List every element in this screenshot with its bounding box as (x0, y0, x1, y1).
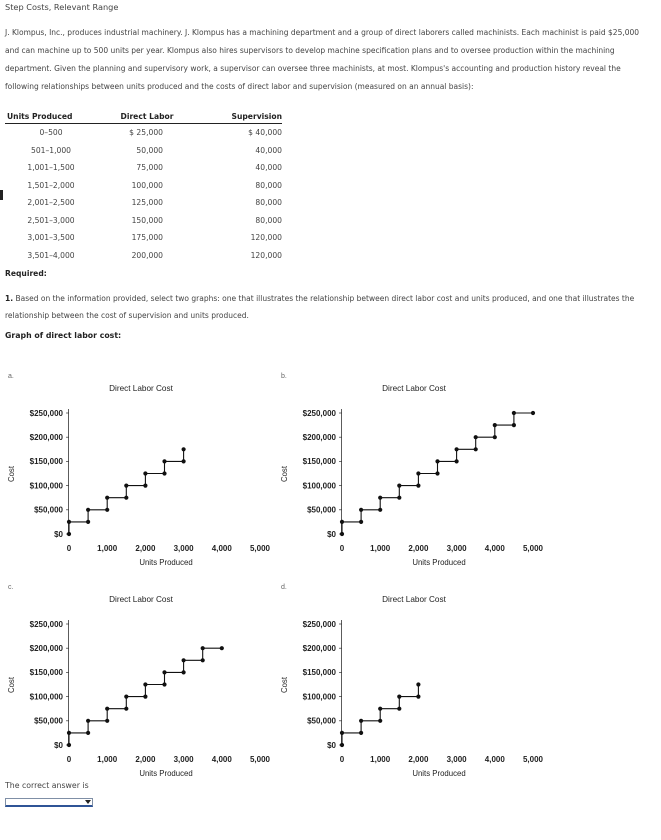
step-start-point (182, 658, 186, 662)
step-start-point (86, 508, 90, 512)
x-axis-title: Units Produced (139, 558, 193, 567)
step-start-point (359, 508, 363, 512)
supervision-cell (197, 177, 282, 195)
direct-labor-cell (97, 194, 197, 212)
step-start-point (201, 646, 205, 650)
x-tick-label: 1,000 (370, 755, 391, 764)
supervision-cell-value: 80,000 (255, 180, 282, 190)
x-tick-label: 4,000 (484, 544, 505, 553)
chart-options (0, 360, 661, 780)
units-cell (5, 229, 97, 247)
x-tick-label: 3,000 (446, 755, 467, 764)
direct-labor-cell (97, 159, 197, 177)
x-tick-label: 5,000 (522, 755, 544, 764)
supervision-cell (197, 229, 282, 247)
step-start-point (397, 695, 401, 699)
supervision-cell-value: 80,000 (255, 215, 282, 225)
units-cell (5, 194, 97, 212)
y-tick-label: $200,000 (29, 644, 63, 653)
table-row (5, 159, 282, 177)
y-tick-label: $50,000 (34, 716, 63, 726)
x-tick-label: 4,000 (211, 544, 232, 553)
y-tick-label: $0 (54, 529, 63, 539)
x-axis-title: Units Produced (139, 769, 193, 778)
units-cell-value: 2,001–2,500 (27, 198, 75, 208)
question-1 (5, 290, 645, 324)
answer-select[interactable] (5, 798, 93, 807)
chart-title: Direct Labor Cost (382, 384, 446, 393)
y-axis-title: Cost (7, 465, 16, 483)
chart-option-c (7, 584, 271, 778)
x-tick-label: 2,000 (408, 544, 429, 553)
y-tick-label: $100,000 (302, 481, 336, 491)
y-tick-label: $0 (54, 740, 63, 750)
direct-labor-cell (97, 247, 197, 265)
direct-labor-cell (97, 177, 197, 195)
y-tick-label: $250,000 (302, 619, 336, 629)
chart-option-a (7, 373, 271, 567)
y-tick-label: $150,000 (29, 668, 63, 678)
answer-label: The correct answer is (5, 781, 89, 790)
x-tick-label: 0 (339, 755, 345, 764)
step-start-point (493, 423, 497, 427)
table-row (5, 194, 282, 212)
supervision-cell (197, 247, 282, 265)
step-start-point (378, 496, 382, 500)
supervision-cell (197, 159, 282, 177)
units-cell-value: 1,001–1,500 (27, 163, 75, 173)
direct-labor-cell-value: 150,000 (131, 215, 163, 225)
y-axis-title: Cost (7, 676, 16, 694)
units-cell-value: 501–1,000 (30, 145, 72, 155)
supervision-cell (197, 142, 282, 160)
y-tick-label: $50,000 (34, 505, 63, 515)
x-tick-label: 0 (66, 755, 72, 764)
chart-title: Direct Labor Cost (109, 595, 173, 604)
x-tick-label: 2,000 (408, 755, 429, 764)
step-start-point (182, 447, 186, 451)
units-cell (5, 247, 97, 265)
step-start-point (162, 459, 166, 463)
step-start-point (162, 670, 166, 674)
table-row (5, 212, 282, 230)
x-tick-label: 2,000 (135, 544, 156, 553)
option-label: d. (281, 584, 287, 591)
question-text: Based on the information provided, select two graphs: one that illustrates the relationship between direct labor cost and units produced, and one that illustrates the relationship between the cost of supervision and units produced. (5, 294, 635, 320)
edge-marker (0, 190, 3, 200)
x-tick-label: 1,000 (97, 544, 118, 553)
step-start-point (359, 719, 363, 723)
cost-table (5, 109, 282, 264)
y-tick-label: $150,000 (29, 457, 63, 467)
chart-option-d (280, 584, 544, 778)
direct-labor-cell-value: 200,000 (131, 250, 163, 260)
units-cell-value: 1,501–2,000 (27, 180, 75, 190)
units-cell-value: 3,501–4,000 (27, 250, 75, 260)
x-tick-label: 2,000 (135, 755, 156, 764)
step-end-point (531, 411, 535, 415)
x-tick-label: 5,000 (249, 755, 271, 764)
x-tick-label: 3,000 (446, 544, 467, 553)
direct-labor-cell-value: $ 25,000 (129, 128, 163, 138)
x-tick-label: 1,000 (97, 755, 118, 764)
x-tick-label: 0 (339, 544, 345, 553)
page-title: Step Costs, Relevant Range (5, 2, 119, 12)
x-tick-label: 3,000 (173, 755, 194, 764)
x-tick-label: 5,000 (522, 544, 544, 553)
y-tick-label: $200,000 (29, 433, 63, 442)
step-start-point (105, 496, 109, 500)
y-tick-label: $0 (327, 529, 336, 539)
x-axis-title: Units Produced (412, 558, 466, 567)
step-start-point (143, 682, 147, 686)
question-number: 1. (5, 294, 14, 303)
supervision-cell (197, 212, 282, 230)
x-tick-label: 5,000 (249, 544, 271, 553)
y-tick-label: $50,000 (307, 716, 336, 726)
required-label: Required: (5, 269, 47, 278)
option-label: a. (8, 373, 14, 380)
supervision-cell-value: 120,000 (250, 250, 282, 260)
table-row (5, 247, 282, 265)
x-tick-label: 4,000 (484, 755, 505, 764)
step-end-point (220, 646, 224, 650)
header-supervision: Supervision (197, 109, 282, 124)
y-tick-label: $150,000 (302, 668, 336, 678)
supervision-cell-value: 40,000 (255, 163, 282, 173)
direct-labor-cell (97, 142, 197, 160)
supervision-cell-value: $ 40,000 (248, 128, 282, 138)
step-start-point (124, 484, 128, 488)
option-label: b. (281, 373, 287, 380)
direct-labor-cell-value: 125,000 (131, 198, 163, 208)
units-cell (5, 124, 97, 142)
step-start-point (474, 435, 478, 439)
step-start-point (512, 411, 516, 415)
direct-labor-cell (97, 229, 197, 247)
supervision-cell (197, 194, 282, 212)
table-row (5, 177, 282, 195)
x-tick-label: 1,000 (370, 544, 391, 553)
units-cell-value: 3,001–3,500 (27, 233, 75, 243)
y-tick-label: $250,000 (29, 619, 63, 629)
supervision-cell (197, 124, 282, 142)
y-tick-label: $200,000 (302, 644, 336, 653)
table-row (5, 124, 282, 142)
step-start-point (124, 695, 128, 699)
units-cell (5, 212, 97, 230)
chevron-down-icon (85, 800, 91, 804)
header-units: Units Produced (5, 109, 97, 124)
direct-labor-cell-value: 175,000 (131, 233, 163, 243)
table-row (5, 229, 282, 247)
graph-heading: Graph of direct labor cost: (5, 331, 122, 340)
y-tick-label: $250,000 (29, 408, 63, 418)
chart-title: Direct Labor Cost (382, 595, 446, 604)
step-start-point (105, 707, 109, 711)
chart-title: Direct Labor Cost (109, 384, 173, 393)
step-start-point (416, 471, 420, 475)
step-start-point (143, 471, 147, 475)
units-cell-value: 2,501–3,000 (27, 215, 75, 225)
supervision-cell-value: 80,000 (255, 198, 282, 208)
table-header-row (5, 109, 282, 124)
units-cell (5, 142, 97, 160)
y-tick-label: $250,000 (302, 408, 336, 418)
y-tick-label: $100,000 (302, 692, 336, 702)
x-tick-label: 3,000 (173, 544, 194, 553)
y-tick-label: $100,000 (29, 481, 63, 491)
x-tick-label: 4,000 (211, 755, 232, 764)
problem-intro: J. Klompus, Inc., produces industrial machinery. J. Klompus has a machining department and a group of direct laborers called machinists. Each machinist is paid $25,000 and can machine up to 500 units per year. Klompus also hires supervisors to develop machine specification plans and to oversee production within the machining department. Given the planning and supervisory work, a supervisor can oversee three machinists, at most. Klompus's accounting and production history reveal the following relationships between units produced and the costs of direct labor and supervision (measured on an annual basis): (5, 28, 640, 91)
direct-labor-cell-value: 75,000 (136, 163, 163, 173)
direct-labor-cell-value: 100,000 (131, 180, 163, 190)
y-axis-title: Cost (280, 676, 289, 694)
step-start-point (416, 682, 420, 686)
step-start-point (378, 707, 382, 711)
direct-labor-cell-value: 50,000 (136, 145, 163, 155)
units-cell (5, 159, 97, 177)
chart-option-b (280, 373, 544, 567)
supervision-cell-value: 40,000 (255, 145, 282, 155)
y-axis-title: Cost (280, 465, 289, 483)
x-axis-title: Units Produced (412, 769, 466, 778)
units-cell-value: 0–500 (39, 128, 63, 138)
step-start-point (455, 447, 459, 451)
y-tick-label: $50,000 (307, 505, 336, 515)
option-label: c. (8, 584, 14, 591)
step-start-point (397, 484, 401, 488)
table-body (5, 124, 282, 265)
direct-labor-cell (97, 124, 197, 142)
table-row (5, 142, 282, 160)
y-tick-label: $150,000 (302, 457, 336, 467)
direct-labor-cell (97, 212, 197, 230)
supervision-cell-value: 120,000 (250, 233, 282, 243)
y-tick-label: $0 (327, 740, 336, 750)
step-start-point (86, 719, 90, 723)
step-start-point (435, 459, 439, 463)
x-tick-label: 0 (66, 544, 72, 553)
header-direct-labor: Direct Labor (97, 109, 197, 124)
y-tick-label: $200,000 (302, 433, 336, 442)
units-cell (5, 177, 97, 195)
y-tick-label: $100,000 (29, 692, 63, 702)
